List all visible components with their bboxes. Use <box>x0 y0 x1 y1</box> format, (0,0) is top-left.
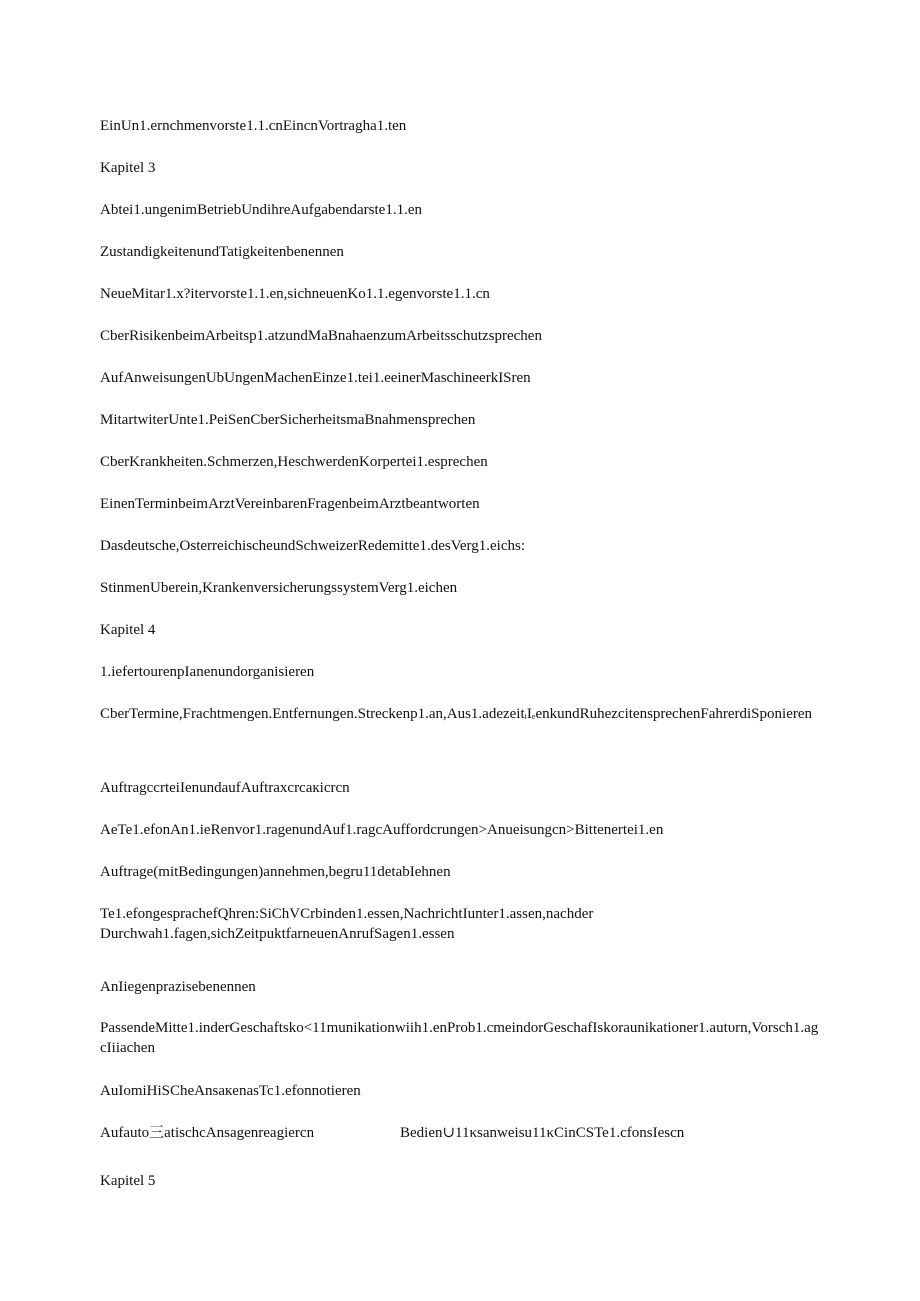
text-line: Dasdeutsche,OsterreichischeundSchweizerRedemitte1.desVerg1.eichs: <box>100 538 525 554</box>
text-line: Abtei1.ungenimBetriebUndihreAufgabendarste1.1.en <box>100 202 422 218</box>
text-segment: enkundRuhezcitensprechenFahrerdiSponieren <box>535 706 813 722</box>
text-paragraph: PassendeMitte1.inderGeschaftsko<11munikationwiih1.enProb1.cmeindorGeschafIskoraunikationer1.autυrn,Vorsch1.agcIiiachen <box>100 1020 819 1056</box>
text-line-two-column <box>100 1124 820 1142</box>
text-line: AuIomiHiSCheAnsaкenasTc1.efonnotieren <box>100 1083 361 1099</box>
text-line: EinenTerminbeimArztVereinbarenFragenbeimArztbeantworten <box>100 496 480 512</box>
text-line: StinmenUberein,KrankenversicherungssystemVerg1.eichen <box>100 580 458 596</box>
text-line: CberKrankheiten.Schmerzen,HeschwerdenKorpertei1.esprechen <box>100 454 488 470</box>
text-subscript: e <box>531 712 536 721</box>
text-line: Auftrage(mitBedingungen)annehmen,begru11detabIehnen <box>100 864 451 880</box>
text-line: AeTe1.efonAn1.ieRenvor1.ragenundAuf1.ragcAuffordcrungen>Anueisungcn>Bittenertei1.en <box>100 822 664 838</box>
text-line: ZustandigkeitenundTatigkeitenbenennen <box>100 244 344 260</box>
text-line: NeueMitar1.x?itervorste1.1.en,sichneuenKo1.1.egenvorste1.1.cn <box>100 286 490 302</box>
text-paragraph <box>100 701 820 730</box>
text-paragraph: Te1.efongesprachefQhren:SiChVCrbinden1.essen,NachrichtIunter1.assen,nachder Durchwah1.fagen,sichZeitpuktfarneuenAnrufSagen1.essen <box>100 906 594 942</box>
text-line: AuftragccrteiIenundaufAuftraxcrcaкicrcn <box>100 780 350 796</box>
chapter-heading: Kapitel 4 <box>100 622 156 638</box>
text-line: AnIiegenprazisebenennen <box>100 979 256 995</box>
text-segment-right: Bedien∪11κsanweisu11κCinCSTe1.cfonsIescn <box>400 1125 685 1141</box>
chapter-heading: Kapitel 5 <box>100 1173 156 1189</box>
text-line: AufAnweisungenUbUngenMachenEinze1.tei1.eeinerMaschineerkISren <box>100 370 531 386</box>
text-segment: CberTermine,Frachtmengen.Entfernungen.Streckenp1.an,Aus1.adezeit <box>100 706 525 722</box>
text-segment-left: Aufauto三atischcAnsagenreagiercn <box>100 1125 315 1141</box>
text-line: CberRisikenbeimArbeitsp1.atzundMaBnahaenzumArbeitsschutzsprechen <box>100 328 542 344</box>
text-segment: I <box>526 706 532 722</box>
text-line: 1.iefertourenpIanenundorganisieren <box>100 664 315 680</box>
text-line: MitartwiterUnte1.PeiSenCberSicherheitsmaBnahmensprechen <box>100 412 476 428</box>
text-subscript: t <box>524 712 527 721</box>
text-line: EinUn1.ernchmenvorste1.1.cnEincnVortragha1.ten <box>100 118 407 134</box>
chapter-heading: Kapitel 3 <box>100 160 156 176</box>
